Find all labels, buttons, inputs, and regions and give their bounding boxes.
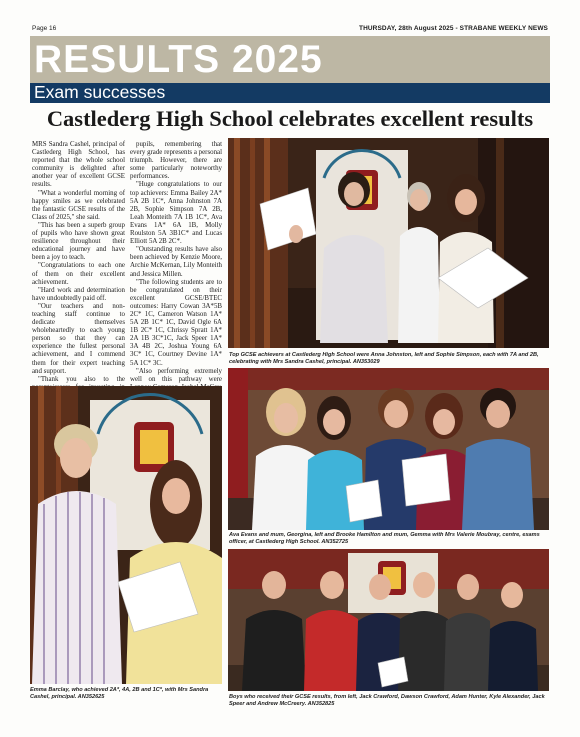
banner-title: RESULTS 2025 bbox=[34, 38, 323, 81]
article-paragraph: "Also performing extremely well on this pathway were bbox=[130, 367, 222, 383]
page-folio bbox=[32, 22, 548, 34]
article-paragraph: "Huge congratulations to our top achievers: Emma Bailey 2A* 5A 2B 1C*, Anna Johnston 7A 2B, Sophie Simpson 7A 2B, Leah Monteith 7A 1B 1C*, Ava Evans 1A* 6A 1B, Molly Roulston 5A 3B1C* and Lucas Elliott 5A 2B 2C*. bbox=[130, 181, 222, 246]
section-bar bbox=[30, 83, 550, 103]
caption-bottom: Boys who received their GCSE results, from left, Jack Crawford, Dawson Crawford, Adam Hunter, Kyle Alexander, Jack Speer and Andrew McCreery. AN352825 bbox=[229, 694, 545, 707]
photo-boys-results-image bbox=[228, 549, 549, 691]
caption-top: Top GCSE achievers at Castlederg High School were Anna Johnston, left and Sophie Simpson, each with 7A and 2B, celebrating with Mrs Sandra Cashel, principal. AN353029 bbox=[229, 352, 539, 365]
photo-emma-barclay-image bbox=[30, 386, 222, 684]
article-paragraph: MRS Sandra Cashel, principal of Castlederg High School, has reported that the whole school community is delighted after another year of excellent GCSE results. bbox=[32, 141, 125, 189]
article-paragraph: "Thank you also to the bbox=[38, 375, 125, 383]
article-paragraph: "Congratulations to each one of them on their excellent achievement. bbox=[32, 262, 125, 286]
page-number: Page 16 bbox=[32, 24, 57, 32]
article-headline: Castlederg High School celebrates excellent results bbox=[46, 106, 534, 131]
article-paragraph: "What a wonderful morning of happy smiles as we celebrated the fantastic GCSE results of the Class of 2025," she said. bbox=[32, 189, 125, 221]
photo-top-achievers-image bbox=[228, 138, 549, 348]
photo-mums-and-daughters-image bbox=[228, 368, 549, 530]
caption-middle: Ava Evans and mum, Georgina, left and Brooke Hamilton and mum, Gemma with Mrs Valerie Moubray, centre, exams officer, at Castlederg High School. AN352725 bbox=[229, 532, 540, 545]
photo-mums-and-daughters bbox=[228, 368, 549, 530]
article-paragraph: "Hard work and determination have undoubtedly paid off. bbox=[32, 286, 125, 302]
caption-left: Emma Barclay, who achieved 2A*, 4A, 2B and 1C*, with Mrs Sandra Cashel, principal. AN352625 bbox=[30, 687, 209, 700]
article-paragraph: "Outstanding results have also been achieved by Kenzie Moore, Archie McKernan, Lily Monteith and Jessica Millen. bbox=[130, 246, 222, 278]
section-title: Exam successes bbox=[34, 82, 166, 102]
photo-top-achievers bbox=[228, 138, 549, 348]
results-banner bbox=[30, 36, 550, 83]
issue-date: THURSDAY, 28th August 2025 - STRABANE WEEKLY NEWS bbox=[359, 24, 548, 32]
article-paragraph: "The following students are to be congratulated on their excellent GCSE/BTEC outcomes: Harry Cowan 3A*5B 2C* 1C, Cameron Watson 1A* 5A 2B 1C* 1C, David Ogle 6A 1B 2C* 1C, Chrissy Spratt 1A* 2A 1B 3C*1C, Jack Speer 1A* 3A 4B 2C, Joshua Young 6A 3C* 1C, Courtney Devine 1A* 5A 1C* 3C. bbox=[130, 278, 222, 367]
article-paragraph: pupils, remembering that every grade represents a personal triumph. However, there are some particularly noteworthy performances. bbox=[130, 141, 222, 181]
photo-emma-barclay bbox=[30, 386, 222, 684]
article-paragraph: "This has been a superb group of pupils who have shown great resilience throughout their educational journey and have been a joy to teach. bbox=[32, 221, 125, 262]
article-paragraph: "Our teachers and non-teaching staff continue to dedicate themselves wholeheartedly to each young person so that they can experience the fullest personal achievement, and I commend them for their expert teaching and support. bbox=[32, 302, 125, 375]
photo-boys-results bbox=[228, 549, 549, 691]
article-column-2 bbox=[130, 141, 222, 387]
article-column-1 bbox=[32, 141, 125, 385]
